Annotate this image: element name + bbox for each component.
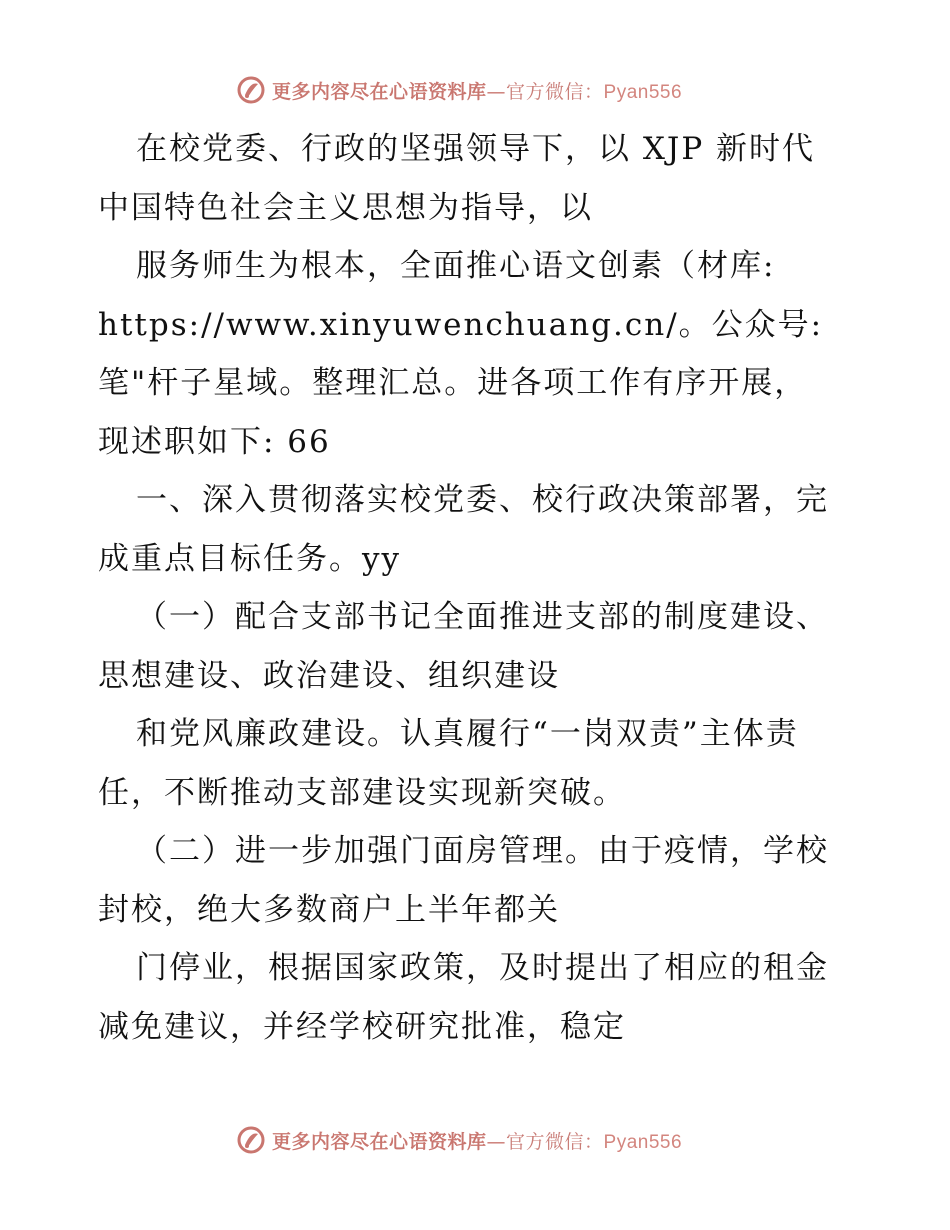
watermark-dash: — xyxy=(486,1130,507,1153)
text-line: 在校党委、行政的坚强领导下，以 XJP 新时代 xyxy=(136,131,816,167)
watermark-wechat-label: 官方微信： xyxy=(506,80,604,103)
text-line: 成重点目标任务。yy xyxy=(98,540,402,577)
text-line: 思想建设、政治建设、组织建设 xyxy=(98,657,560,694)
text-line: 任，不断推动支部建设实现新突破。 xyxy=(98,774,626,811)
text-line: 中国特色社会主义思想为指导，以 xyxy=(98,189,593,226)
watermark-brand: 更多内容尽在心语资料库 xyxy=(272,1130,487,1153)
text-line: 现述职如下: 66 xyxy=(98,423,331,460)
brush-logo-icon xyxy=(236,1125,266,1155)
text-line: 减免建议，并经学校研究批准，稳定 xyxy=(98,1008,626,1045)
text-line: 一、深入贯彻落实校党委、校行政决策部署，完 xyxy=(136,482,829,518)
text-line: 和党风廉政建设。认真履行“一岗双责”主体责 xyxy=(136,716,799,752)
brush-logo-icon xyxy=(236,75,266,105)
watermark-wechat-label: 官方微信： xyxy=(506,1130,604,1153)
text-line: https://www.xinyuwenchuang.cn/。公众号: xyxy=(98,306,824,343)
footer-watermark xyxy=(236,1123,682,1157)
text-line: 门停业，根据国家政策，及时提出了相应的租金 xyxy=(136,950,829,986)
text-line: 封校，绝大多数商户上半年都关 xyxy=(98,891,560,928)
watermark-wechat-id: Pyan556 xyxy=(603,1131,683,1153)
watermark-brand: 更多内容尽在心语资料库 xyxy=(272,80,487,103)
text-line: （二）进一步加强门面房管理。由于疫情，学校 xyxy=(136,833,829,869)
watermark-dash: — xyxy=(486,80,507,103)
text-line: （一）配合支部书记全面推进支部的制度建设、 xyxy=(136,599,829,635)
header-watermark xyxy=(236,73,682,107)
document-body xyxy=(98,120,868,1056)
text-line: 服务师生为根本，全面推心语文创素（材库: xyxy=(136,248,776,284)
text-line: 笔"杆子星域。整理汇总。进各项工作有序开展， xyxy=(98,365,808,401)
watermark-wechat-id: Pyan556 xyxy=(603,81,683,103)
